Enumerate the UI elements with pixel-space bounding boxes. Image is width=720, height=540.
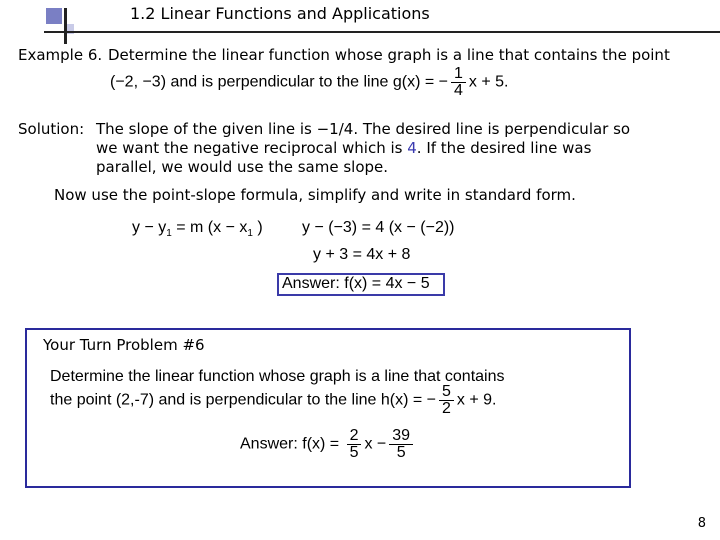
answer-fraction-1-denominator: 5 <box>349 444 359 461</box>
your-turn-line-2-prefix: the point (2,-7) and is perpendicular to the line h(x) = − <box>50 391 436 409</box>
your-turn-fraction-denominator: 2 <box>442 400 451 417</box>
answer-fraction-2 <box>389 428 413 461</box>
formula-point-slope <box>132 219 263 239</box>
formula-sub-1: 1 <box>166 228 172 240</box>
formula-part-c: ) <box>252 219 263 236</box>
solution-line-4: Now use the point-slope formula, simplify and write in standard form. <box>54 186 576 204</box>
answer-text: Answer: f(x) = 4x − 5 <box>282 275 430 292</box>
decor-square <box>46 8 62 24</box>
your-turn-line-2 <box>50 384 496 417</box>
solution-highlight-slope: 4 <box>407 139 417 157</box>
example-line-2-prefix: (−2, −3) and is perpendicular to the line g(x) = − <box>110 73 448 91</box>
your-turn-answer-prefix: Answer: f(x) = <box>240 435 344 453</box>
formula-part-b: = m (x − x <box>171 219 248 236</box>
formula-sub-2: 1 <box>247 228 253 240</box>
formula-substituted: y − (−3) = 4 (x − (−2)) <box>302 219 455 236</box>
your-turn-answer <box>240 428 416 461</box>
your-turn-line-1: Determine the linear function whose graph is a line that contains <box>50 368 505 385</box>
your-turn-answer-mid: x − <box>364 435 387 453</box>
solution-line-1: The slope of the given line is −1/4. The desired line is perpendicular so <box>96 120 631 138</box>
solution-line-3: parallel, we would use the same slope. <box>96 158 389 176</box>
answer-fraction-1-numerator: 2 <box>347 428 362 445</box>
example-label: Example 6. <box>18 46 103 64</box>
example-line-1: Determine the linear function whose graph is a line that contains the point <box>108 46 670 64</box>
example-fraction-numerator: 1 <box>451 66 466 83</box>
slide-title: 1.2 Linear Functions and Applications <box>130 4 430 23</box>
example-fraction <box>451 66 466 99</box>
answer-fraction-1 <box>347 428 362 461</box>
formula-part-a: y − y <box>132 219 167 236</box>
answer-fraction-2-numerator: 39 <box>389 428 413 445</box>
decor-horizontal-rule <box>44 31 720 33</box>
your-turn-line-2-suffix: x + 9. <box>456 391 497 409</box>
example-line-2 <box>110 66 508 99</box>
your-turn-title: Your Turn Problem #6 <box>43 336 205 354</box>
solution-line-2-a: we want the negative reciprocal which is <box>96 139 408 157</box>
your-turn-fraction-numerator: 5 <box>439 384 454 401</box>
example-line-2-suffix: x + 5. <box>468 73 509 91</box>
solution-line-2 <box>96 139 591 157</box>
answer-fraction-2-denominator: 5 <box>396 444 406 461</box>
solution-label: Solution: <box>18 120 85 138</box>
solution-line-2-b: . If the desired line was <box>416 139 592 157</box>
formula-simplified: y + 3 = 4x + 8 <box>313 246 411 263</box>
decor-vertical-rule <box>64 8 67 44</box>
page-number: 8 <box>697 516 706 531</box>
example-fraction-denominator: 4 <box>453 82 463 99</box>
your-turn-fraction <box>439 384 454 417</box>
